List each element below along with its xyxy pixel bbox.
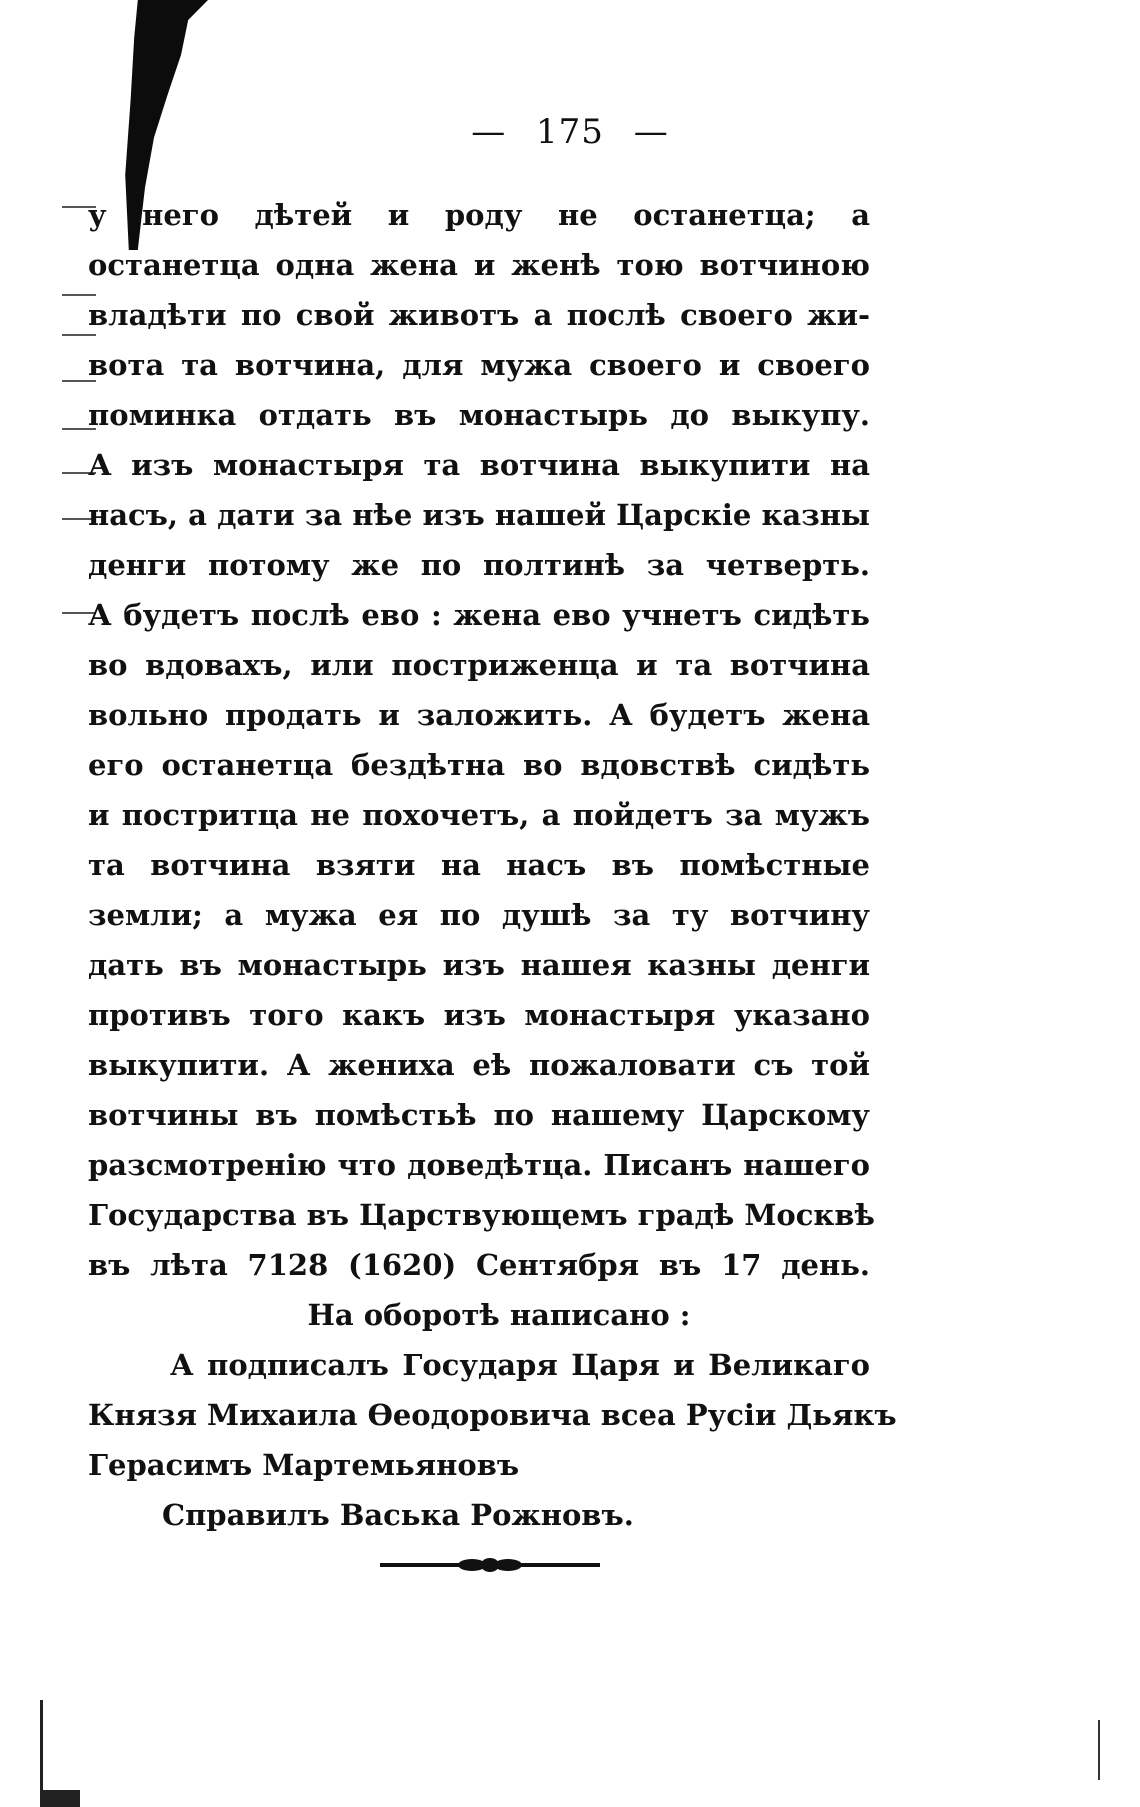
text-line: владѣти по свой животъ а послѣ своего жи- [88, 298, 870, 332]
text-line: разсмотренію что доведѣтца. Писанъ нашего [88, 1148, 870, 1182]
dash-right: — [633, 112, 669, 152]
text-line: та вотчина взяти на насъ въ помѣстные [88, 848, 870, 882]
text-line: въ лѣта 7128 (1620) Сентября въ 17 день. [88, 1248, 870, 1282]
text-line: его останетца бездѣтна во вдовствѣ сидѣть [88, 748, 870, 782]
text-line: выкупити. А жениха еѣ пожаловати съ той [88, 1048, 870, 1082]
text-line: А будетъ послѣ ево : жена ево учнетъ сидѣть [88, 598, 870, 632]
text-line: противъ того какъ изъ монастыря указано [88, 998, 870, 1032]
text-line: вотчины въ помѣстьѣ по нашему Царскому [88, 1098, 870, 1132]
dash-left: — [471, 112, 507, 152]
text-line: А изъ монастыря та вотчина выкупити на [88, 448, 870, 482]
page-number-header [0, 112, 1140, 152]
scan-edge-right [1098, 1720, 1100, 1780]
signature-line: Герасимъ Мартемьяновъ [88, 1448, 520, 1482]
document-text [88, 190, 897, 1540]
text-line: земли; а мужа ея по душѣ за ту вотчину [88, 898, 870, 932]
reverse-side-heading: На оборотѣ написано : [307, 1298, 691, 1332]
text-line: вота та вотчина, для мужа своего и своего [88, 348, 870, 382]
text-line: останетца одна жена и женѣ тою вотчиною [88, 248, 870, 282]
ornament-divider [380, 1558, 600, 1572]
text-line: дать въ монастырь изъ нашея казны денги [88, 948, 870, 982]
text-line: вольно продать и заложить. А будетъ жена [88, 698, 870, 732]
text-line: Государства въ Царствующемъ градѣ Москвѣ [88, 1198, 875, 1232]
text-line: во вдовахъ, или постриженца и та вотчина [88, 648, 870, 682]
text-line: насъ, а дати за нѣе изъ нашей Царскіе казны [88, 498, 870, 532]
text-line: поминка отдать въ монастырь до выкупу. [88, 398, 870, 432]
scan-edge-foot [40, 1790, 80, 1807]
corrected-by-line: Справилъ Васька Рожновъ. [162, 1498, 634, 1532]
signature-line: А подписалъ Государя Царя и Великаго [170, 1348, 870, 1382]
text-line: у него дѣтей и роду не останетца; а [88, 198, 870, 232]
page-number: 175 [536, 112, 604, 152]
signature-line: Князя Михаила Ѳеодоровича всеа Русіи Дьякъ [88, 1398, 897, 1432]
text-line: денги потому же по полтинѣ за четверть. [88, 548, 870, 582]
text-line: и постритца не похочетъ, а пойдетъ за мужъ [88, 798, 870, 832]
